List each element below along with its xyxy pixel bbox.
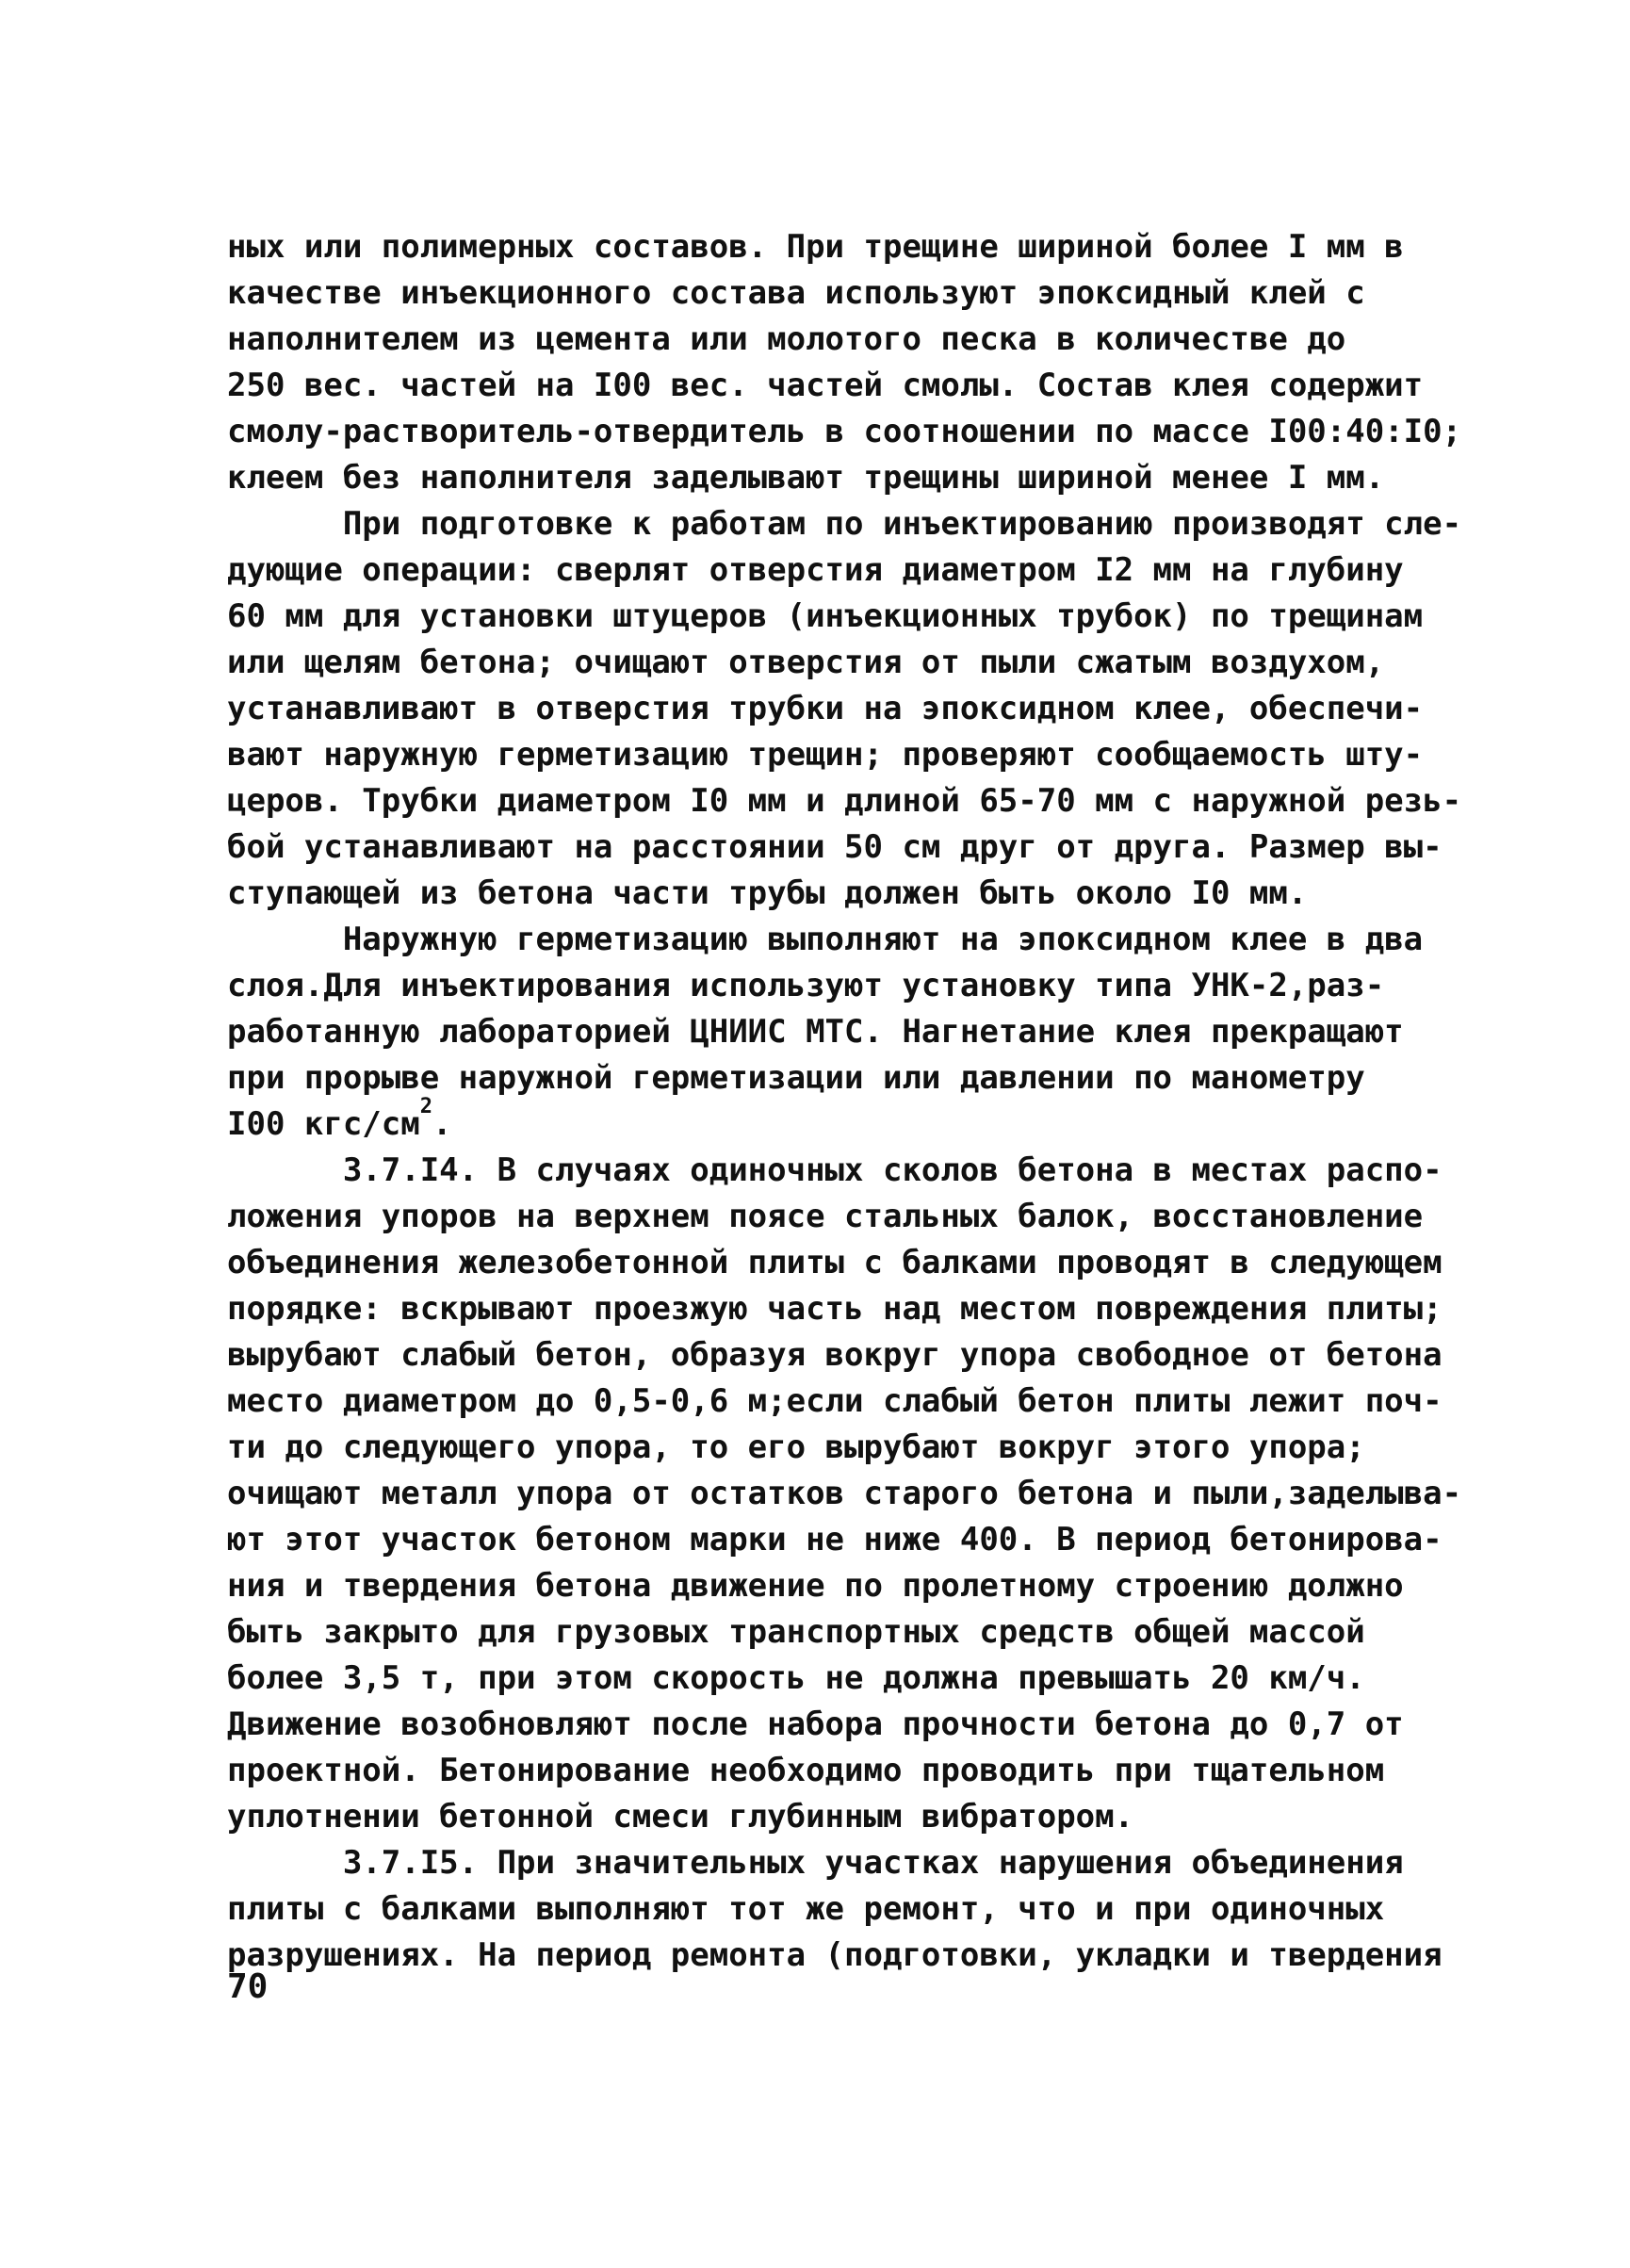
text-line: дующие операции: сверлят отверстия диаметром I2 мм на глубину [227, 551, 1404, 589]
text-line: 3.7.I5. При значительных участках нарушения объединения [227, 1844, 1404, 1882]
pressure-exponent: 2 [419, 1095, 432, 1118]
text-line: плиты с балками выполняют тот же ремонт, что и при одиночных [227, 1890, 1385, 1928]
text-line: ных или полимерных составов. При трещине шириной более I мм в [227, 228, 1404, 266]
text-line: устанавливают в отверстия трубки на эпоксидном клее, обеспечи- [227, 690, 1424, 727]
pressure-line [227, 1095, 1452, 1148]
text-line: качестве инъекционного состава используют эпоксидный клей с [227, 274, 1365, 312]
paragraph-clause-3-7-14 [227, 1148, 1462, 1840]
paragraph-sealing [227, 917, 1452, 1148]
text-line: клеем без наполнителя заделывают трещины шириной менее I мм. [227, 459, 1385, 497]
text-line: При подготовке к работам по инъектированию производят сле- [227, 505, 1462, 543]
text-line: порядке: вскрывают проезжую часть над местом повреждения плиты; [227, 1290, 1443, 1328]
text-line: объединения железобетонной плиты с балками проводят в следующем [227, 1244, 1443, 1281]
paragraph-preparation [227, 501, 1462, 917]
text-line: 60 мм для установки штуцеров (инъекционных трубок) по трещинам [227, 597, 1424, 635]
text-line: ти до следующего упора, то его вырубают вокруг этого упора; [227, 1428, 1365, 1466]
text-line: разрушениях. На период ремонта (подготовки, укладки и твердения [227, 1936, 1443, 1974]
text-line: ют этот участок бетоном марки не ниже 400. В период бетонирова- [227, 1521, 1443, 1558]
paragraph-clause-3-7-15 [227, 1840, 1452, 1979]
text-line: 3.7.I4. В случаях одиночных сколов бетона в местах распо- [227, 1151, 1443, 1189]
text-line: место диаметром до 0,5-0,6 м;если слабый бетон плиты лежит поч- [227, 1382, 1443, 1420]
text-line: вырубают слабый бетон, образуя вокруг упора свободное от бетона [227, 1336, 1443, 1374]
paragraph-continuation [227, 224, 1462, 501]
text-line: работанную лабораторией ЦНИИС МТС. Нагнетание клея прекращают [227, 1013, 1404, 1051]
text-line: Наружную герметизацию выполняют на эпоксидном клее в два [227, 921, 1424, 958]
pressure-end: . [432, 1105, 452, 1143]
text-line: слоя.Для инъектирования используют установку типа УНК-2,раз- [227, 967, 1385, 1004]
text-line: при прорыве наружной герметизации или давлении по манометру [227, 1059, 1365, 1097]
text-line: очищают металл упора от остатков старого бетона и пыли,заделыва- [227, 1475, 1462, 1512]
text-line: проектной. Бетонирование необходимо проводить при тщательном [227, 1752, 1385, 1789]
text-line: ступающей из бетона части трубы должен быть около I0 мм. [227, 874, 1308, 912]
text-line: наполнителем из цемента или молотого песка в количестве до [227, 320, 1346, 358]
text-line: 250 вес. частей на I00 вес. частей смолы. Состав клея содержит [227, 367, 1424, 404]
text-line: быть закрыто для грузовых транспортных средств общей массой [227, 1613, 1365, 1651]
text-line: церов. Трубки диаметром I0 мм и длиной 65-70 мм с наружной резь- [227, 782, 1462, 820]
text-line: более 3,5 т, при этом скорость не должна превышать 20 км/ч. [227, 1659, 1365, 1697]
text-line: или щелям бетона; очищают отверстия от пыли сжатым воздухом, [227, 644, 1385, 681]
text-line: ния и твердения бетона движение по пролетному строению должно [227, 1567, 1404, 1605]
text-line: уплотнении бетонной смеси глубинным вибратором. [227, 1798, 1134, 1836]
text-line: бой устанавливают на расстоянии 50 см друг от друга. Размер вы- [227, 828, 1443, 866]
text-line: Движение возобновляют после набора прочности бетона до 0,7 от [227, 1705, 1404, 1743]
document-body [227, 224, 1462, 1979]
text-line: вают наружную герметизацию трещин; проверяют сообщаемость шту- [227, 736, 1424, 774]
text-line: ложения упоров на верхнем поясе стальных балок, восстановление [227, 1198, 1424, 1235]
pressure-value: I00 кгс/см [227, 1105, 420, 1143]
text-line: смолу-растворитель-отвердитель в соотношении по массе I00:40:I0; [227, 413, 1462, 450]
page-number: 70 [227, 1967, 269, 2006]
